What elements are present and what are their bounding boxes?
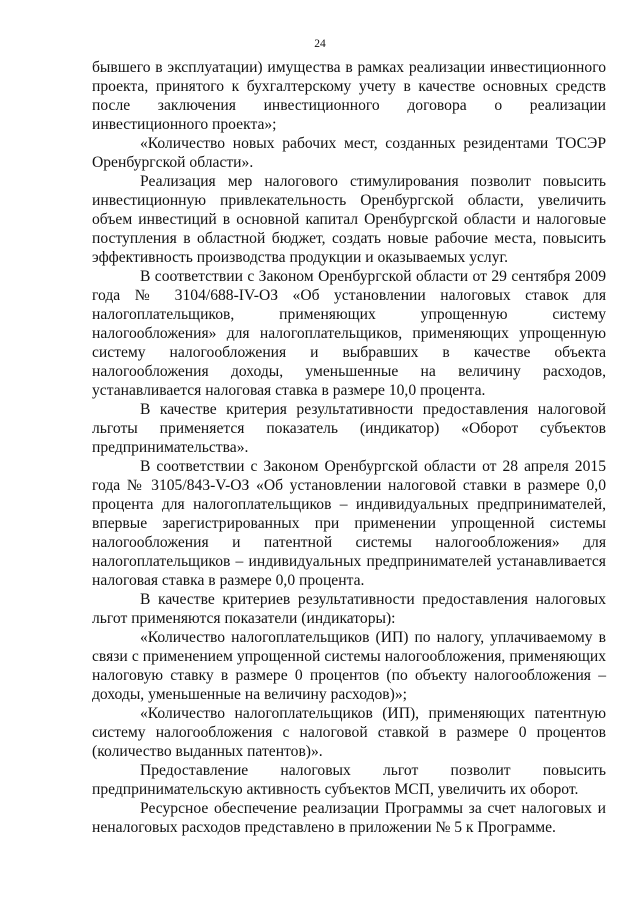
paragraph-tax-stimulus: Реализация мер налогового стимулирования позволит повысить инвестиционную привлекательность Оренбургской области, увеличить объем инвестиций в основной капитал Оренбургской области и налоговые поступления в областной бюджет, создать новые рабочие места, повысить эффективность производства продукции и оказываемых услуг. (92, 173, 606, 266)
paragraph-law-2015: В соответствии с Законом Оренбургской области от 28 апреля 2015 года № 3105/843-V-ОЗ «Об установлении налоговой ставки в размере 0,0 процента для налогоплательщиков – индивидуальных предпринимателей, впервые зарегистрированных при применении упрощенной системы налогообложения и патентной системы налогообложения» для налогоплательщиков – индивидуальных предпринимателей устанавливается налоговая ставка в размере 0,0 процента. (92, 458, 606, 589)
document-body (92, 58, 606, 837)
paragraph-law-2009: В соответствии с Законом Оренбургской области от 29 сентября 2009 года № 3104/688-IV-ОЗ «Об установлении налоговых ставок для налогоплательщиков, применяющих упрощенную систему налогообложения» для налогоплательщиков, применяющих упрощенную систему налогообложения и выбравших в качестве объекта налогообложения доходы, уменьшенные на величину расходов, устанавливается налоговая ставка в размере 10,0 процента. (92, 268, 606, 399)
paragraph-resource-provision: Ресурсное обеспечение реализации Программы за счет налоговых и неналоговых расходов представлено в приложении № 5 к Программе. (92, 800, 606, 836)
paragraph-indicator-usn: «Количество налогоплательщиков (ИП) по налогу, уплачиваемому в связи с применением упрощенной системы налогообложения, применяющих налоговую ставку в размере 0 процентов (по объекту налогообложения – доходы, уменьшенные на величину расходов)»; (92, 629, 606, 703)
paragraph-tax-benefits-effect: Предоставление налоговых льгот позволит повысить предпринимательскую активность субъектов МСП, увеличить их оборот. (92, 762, 606, 798)
paragraph-continuation: бывшего в эксплуатации) имущества в рамках реализации инвестиционного проекта, принятого к бухгалтерскому учету в качестве основных средств после заключения инвестиционного договора о реализации инвестиционного проекта»; (92, 59, 606, 133)
paragraph-criterion-turnover: В качестве критерия результативности предоставления налоговой льготы применяется показатель (индикатор) «Оборот субъектов предпринимательства». (92, 401, 606, 456)
page-number: 24 (314, 38, 326, 50)
paragraph-criteria-intro: В качестве критериев результативности предоставления налоговых льгот применяются показатели (индикаторы): (92, 591, 606, 627)
paragraph-indicator-new-jobs: «Количество новых рабочих мест, созданных резидентами ТОСЭР Оренбургской области». (92, 135, 606, 171)
paragraph-indicator-patent: «Количество налогоплательщиков (ИП), применяющих патентную систему налогообложения с налоговой ставкой в размере 0 процентов (количество выданных патентов)». (92, 705, 606, 760)
